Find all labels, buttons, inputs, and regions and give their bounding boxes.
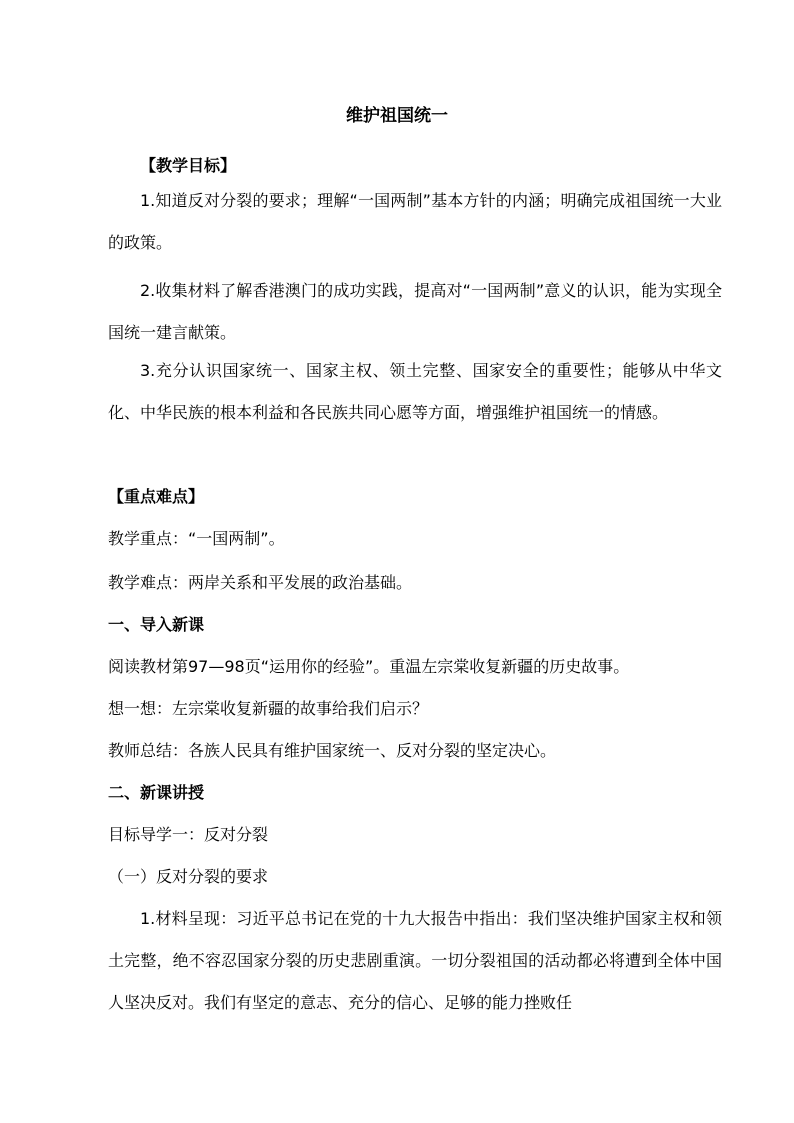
key-points-heading: 【重点难点】 [108, 487, 205, 506]
objectives-heading: 【教学目标】 [140, 156, 237, 175]
key-point: 教学重点：“一国两制”。 [108, 529, 285, 548]
intro-question: 想一想：左宗棠收复新疆的故事给我们启示？ [108, 699, 429, 718]
document-title: 维护祖国统一 [346, 106, 448, 126]
objective-2: 2.收集材料了解香港澳门的成功实践，提高对“一国两制”意义的认识，能为实现全国统一建言献策。 [108, 281, 722, 342]
intro-reading: 阅读教材第97—98页“运用你的经验”。重温左宗棠收复新疆的历史故事。 [108, 657, 630, 676]
intro-summary: 教师总结：各族人民具有维护国家统一、反对分裂的坚定决心。 [108, 741, 557, 760]
objective-1: 1.知道反对分裂的要求；理解“一国两制”基本方针的内涵；明确完成祖国统一大业的政策。 [108, 191, 722, 252]
section-heading-lecture: 二、新课讲授 [108, 783, 205, 802]
objective-3: 3.充分认识国家统一、国家主权、领土完整、国家安全的重要性；能够从中华文化、中华民族的根本利益和各民族共同心愿等方面，增强维护祖国统一的情感。 [108, 361, 722, 422]
sub-heading-1: （一）反对分裂的要求 [108, 867, 269, 886]
material-1: 1.材料呈现：习近平总书记在党的十九大报告中指出：我们坚决维护国家主权和领土完整，绝不容忍国家分裂的历史悲剧重演。一切分裂祖国的活动都必将遭到全体中国人坚决反对。我们有坚定的意志、充分的信心、足够的能力挫败任 [108, 909, 722, 1012]
goal-1: 目标导学一：反对分裂 [108, 825, 269, 844]
difficult-point: 教学难点：两岸关系和平发展的政治基础。 [108, 573, 413, 592]
section-heading-intro: 一、导入新课 [108, 615, 205, 634]
